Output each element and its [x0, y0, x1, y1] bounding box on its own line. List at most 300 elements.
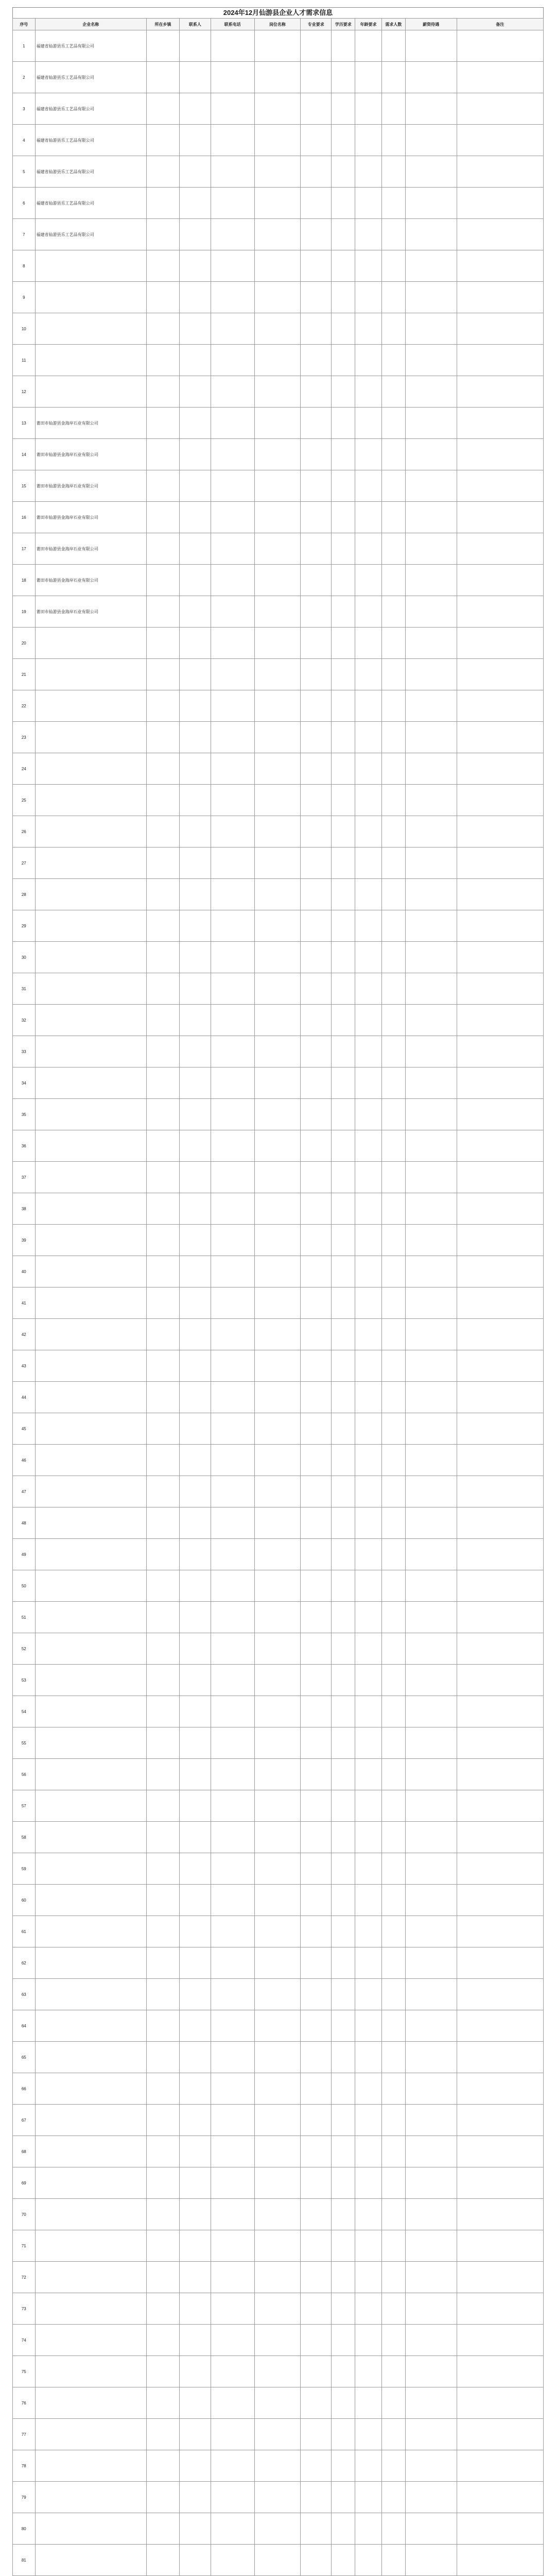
- cell-salary: [405, 1696, 457, 1727]
- cell-count: [382, 1350, 406, 1382]
- cell-education: [332, 596, 355, 628]
- table-row: [13, 408, 544, 439]
- cell-no: 10: [13, 313, 36, 345]
- cell-age: [355, 2419, 382, 2450]
- cell-job: [254, 1162, 300, 1193]
- cell-company: [35, 1602, 146, 1633]
- cell-remark: [457, 2482, 543, 2513]
- cell-remark: [457, 1727, 543, 1759]
- cell-major: [301, 1727, 332, 1759]
- cell-phone: [211, 250, 254, 282]
- table-row: [13, 2010, 544, 2042]
- cell-education: [332, 753, 355, 785]
- cell-job: [254, 2293, 300, 2325]
- cell-job: [254, 1822, 300, 1853]
- cell-no: 5: [13, 156, 36, 188]
- cell-town: [146, 1759, 179, 1790]
- table-row: [13, 628, 544, 659]
- cell-contact: [180, 2482, 211, 2513]
- cell-contact: [180, 2293, 211, 2325]
- cell-job: [254, 1036, 300, 1067]
- table-row: [13, 1727, 544, 1759]
- cell-town: [146, 848, 179, 879]
- cell-town: [146, 753, 179, 785]
- cell-remark: [457, 1979, 543, 2010]
- cell-contact: [180, 219, 211, 250]
- cell-no: 74: [13, 2325, 36, 2356]
- cell-job: [254, 879, 300, 910]
- cell-no: 28: [13, 879, 36, 910]
- cell-no: 3: [13, 93, 36, 125]
- table-row: [13, 1790, 544, 1822]
- table-row: [13, 188, 544, 219]
- cell-count: [382, 2230, 406, 2262]
- cell-phone: [211, 628, 254, 659]
- cell-age: [355, 219, 382, 250]
- cell-salary: [405, 250, 457, 282]
- cell-phone: [211, 848, 254, 879]
- cell-town: [146, 250, 179, 282]
- cell-contact: [180, 502, 211, 533]
- cell-count: [382, 1759, 406, 1790]
- cell-town: [146, 1727, 179, 1759]
- cell-education: [332, 1382, 355, 1413]
- cell-job: [254, 2356, 300, 2387]
- cell-count: [382, 2136, 406, 2167]
- table-row: [13, 1696, 544, 1727]
- cell-no: 62: [13, 1947, 36, 1979]
- cell-remark: [457, 2419, 543, 2450]
- cell-age: [355, 1665, 382, 1696]
- cell-no: 46: [13, 1445, 36, 1476]
- cell-phone: [211, 470, 254, 502]
- cell-major: [301, 1287, 332, 1319]
- cell-education: [332, 1225, 355, 1256]
- cell-major: [301, 250, 332, 282]
- cell-town: [146, 1445, 179, 1476]
- table-row: [13, 2042, 544, 2073]
- cell-count: [382, 1727, 406, 1759]
- cell-phone: [211, 2482, 254, 2513]
- cell-count: [382, 408, 406, 439]
- cell-major: [301, 1350, 332, 1382]
- cell-age: [355, 1885, 382, 1916]
- cell-phone: [211, 2293, 254, 2325]
- cell-no: 67: [13, 2105, 36, 2136]
- cell-major: [301, 470, 332, 502]
- cell-no: 45: [13, 1413, 36, 1445]
- cell-company: 莆田市仙游县金海岸石业有限公司: [35, 565, 146, 596]
- cell-major: [301, 93, 332, 125]
- cell-town: [146, 596, 179, 628]
- table-row: [13, 1036, 544, 1067]
- table-row: [13, 2230, 544, 2262]
- cell-major: [301, 2419, 332, 2450]
- cell-major: [301, 565, 332, 596]
- cell-salary: [405, 1382, 457, 1413]
- cell-education: [332, 1790, 355, 1822]
- cell-no: 37: [13, 1162, 36, 1193]
- cell-phone: [211, 2199, 254, 2230]
- cell-count: [382, 816, 406, 848]
- cell-salary: [405, 2262, 457, 2293]
- cell-count: [382, 282, 406, 313]
- cell-major: [301, 345, 332, 376]
- cell-major: [301, 2042, 332, 2073]
- cell-count: [382, 973, 406, 1005]
- cell-count: [382, 1382, 406, 1413]
- cell-contact: [180, 62, 211, 93]
- cell-age: [355, 282, 382, 313]
- cell-education: [332, 879, 355, 910]
- cell-salary: [405, 2387, 457, 2419]
- cell-salary: [405, 156, 457, 188]
- cell-contact: [180, 2167, 211, 2199]
- cell-phone: [211, 1602, 254, 1633]
- cell-no: 22: [13, 690, 36, 722]
- cell-major: [301, 910, 332, 942]
- cell-contact: [180, 816, 211, 848]
- cell-town: [146, 1256, 179, 1287]
- cell-contact: [180, 628, 211, 659]
- cell-major: [301, 722, 332, 753]
- cell-salary: [405, 2545, 457, 2576]
- cell-contact: [180, 250, 211, 282]
- cell-phone: [211, 62, 254, 93]
- cell-major: [301, 1602, 332, 1633]
- cell-salary: [405, 470, 457, 502]
- cell-remark: [457, 1130, 543, 1162]
- cell-count: [382, 1633, 406, 1665]
- cell-contact: [180, 2199, 211, 2230]
- cell-phone: [211, 973, 254, 1005]
- cell-salary: [405, 2513, 457, 2545]
- cell-phone: [211, 690, 254, 722]
- cell-salary: [405, 2325, 457, 2356]
- cell-remark: [457, 1539, 543, 1570]
- cell-age: [355, 1256, 382, 1287]
- table-row: [13, 848, 544, 879]
- cell-count: [382, 2513, 406, 2545]
- cell-job: [254, 1539, 300, 1570]
- cell-phone: [211, 1979, 254, 2010]
- table-row: [13, 1759, 544, 1790]
- cell-phone: [211, 1885, 254, 1916]
- cell-phone: [211, 1822, 254, 1853]
- cell-town: [146, 690, 179, 722]
- cell-age: [355, 470, 382, 502]
- cell-remark: [457, 628, 543, 659]
- cell-salary: [405, 502, 457, 533]
- cell-job: [254, 2513, 300, 2545]
- document-title: 2024年12月仙游县企业人才需求信息: [12, 7, 544, 18]
- cell-count: [382, 1445, 406, 1476]
- cell-education: [332, 1759, 355, 1790]
- cell-phone: [211, 2419, 254, 2450]
- cell-major: [301, 1790, 332, 1822]
- cell-company: 莆田市仙游县金海岸石业有限公司: [35, 502, 146, 533]
- cell-age: [355, 313, 382, 345]
- cell-age: [355, 816, 382, 848]
- cell-education: [332, 816, 355, 848]
- cell-age: [355, 1130, 382, 1162]
- cell-salary: [405, 596, 457, 628]
- cell-company: [35, 910, 146, 942]
- table-header: [13, 19, 544, 30]
- cell-remark: [457, 690, 543, 722]
- cell-count: [382, 2167, 406, 2199]
- cell-salary: [405, 2293, 457, 2325]
- table-row: [13, 1979, 544, 2010]
- cell-company: [35, 973, 146, 1005]
- cell-salary: [405, 690, 457, 722]
- cell-phone: [211, 2010, 254, 2042]
- cell-no: 43: [13, 1350, 36, 1382]
- cell-job: [254, 1727, 300, 1759]
- cell-education: [332, 1822, 355, 1853]
- cell-major: [301, 1162, 332, 1193]
- cell-job: [254, 2230, 300, 2262]
- cell-age: [355, 2387, 382, 2419]
- cell-major: [301, 1947, 332, 1979]
- cell-age: [355, 1162, 382, 1193]
- cell-salary: [405, 2356, 457, 2387]
- header-cell-salary: 薪资待遇: [405, 19, 457, 30]
- cell-count: [382, 1067, 406, 1099]
- cell-contact: [180, 690, 211, 722]
- cell-count: [382, 565, 406, 596]
- cell-education: [332, 1193, 355, 1225]
- cell-no: 41: [13, 1287, 36, 1319]
- table-row: [13, 1067, 544, 1099]
- cell-job: [254, 2042, 300, 2073]
- cell-phone: [211, 2450, 254, 2482]
- cell-age: [355, 1413, 382, 1445]
- cell-age: [355, 2482, 382, 2513]
- cell-salary: [405, 1130, 457, 1162]
- cell-major: [301, 2105, 332, 2136]
- cell-major: [301, 439, 332, 470]
- cell-town: [146, 879, 179, 910]
- cell-contact: [180, 2387, 211, 2419]
- cell-contact: [180, 848, 211, 879]
- cell-salary: [405, 1570, 457, 1602]
- cell-company: [35, 942, 146, 973]
- cell-major: [301, 1665, 332, 1696]
- cell-salary: [405, 313, 457, 345]
- cell-remark: [457, 250, 543, 282]
- cell-salary: [405, 628, 457, 659]
- cell-remark: [457, 2010, 543, 2042]
- cell-company: [35, 2010, 146, 2042]
- cell-no: 68: [13, 2136, 36, 2167]
- cell-count: [382, 62, 406, 93]
- cell-remark: [457, 1853, 543, 1885]
- cell-town: [146, 2513, 179, 2545]
- cell-major: [301, 2073, 332, 2105]
- table-row: [13, 1507, 544, 1539]
- cell-education: [332, 2010, 355, 2042]
- cell-town: [146, 2136, 179, 2167]
- cell-count: [382, 470, 406, 502]
- cell-major: [301, 2293, 332, 2325]
- cell-job: [254, 470, 300, 502]
- cell-contact: [180, 1005, 211, 1036]
- cell-education: [332, 502, 355, 533]
- cell-age: [355, 2450, 382, 2482]
- cell-town: [146, 1570, 179, 1602]
- cell-age: [355, 848, 382, 879]
- cell-salary: [405, 1476, 457, 1507]
- table-row: [13, 816, 544, 848]
- cell-count: [382, 2387, 406, 2419]
- cell-contact: [180, 1790, 211, 1822]
- cell-job: [254, 1193, 300, 1225]
- cell-age: [355, 1193, 382, 1225]
- cell-company: [35, 313, 146, 345]
- cell-job: [254, 2482, 300, 2513]
- cell-town: [146, 470, 179, 502]
- cell-count: [382, 1130, 406, 1162]
- cell-company: [35, 1539, 146, 1570]
- cell-no: 52: [13, 1633, 36, 1665]
- cell-count: [382, 1602, 406, 1633]
- cell-town: [146, 2356, 179, 2387]
- cell-count: [382, 2450, 406, 2482]
- cell-major: [301, 1067, 332, 1099]
- cell-job: [254, 1507, 300, 1539]
- cell-town: [146, 1413, 179, 1445]
- cell-age: [355, 942, 382, 973]
- table-row: [13, 156, 544, 188]
- cell-major: [301, 533, 332, 565]
- cell-town: [146, 1947, 179, 1979]
- cell-phone: [211, 2042, 254, 2073]
- cell-remark: [457, 1350, 543, 1382]
- cell-company: [35, 1130, 146, 1162]
- cell-contact: [180, 1130, 211, 1162]
- cell-phone: [211, 345, 254, 376]
- cell-phone: [211, 1790, 254, 1822]
- cell-salary: [405, 1005, 457, 1036]
- cell-age: [355, 2136, 382, 2167]
- cell-job: [254, 219, 300, 250]
- table-row: [13, 93, 544, 125]
- cell-phone: [211, 1099, 254, 1130]
- cell-remark: [457, 1633, 543, 1665]
- cell-salary: [405, 1350, 457, 1382]
- cell-contact: [180, 1853, 211, 1885]
- cell-town: [146, 1382, 179, 1413]
- cell-no: 34: [13, 1067, 36, 1099]
- cell-contact: [180, 282, 211, 313]
- cell-salary: [405, 2167, 457, 2199]
- cell-contact: [180, 1256, 211, 1287]
- cell-phone: [211, 1413, 254, 1445]
- cell-company: 福建省仙游县乐工艺品有限公司: [35, 156, 146, 188]
- cell-company: [35, 2105, 146, 2136]
- cell-age: [355, 1445, 382, 1476]
- cell-job: [254, 1445, 300, 1476]
- cell-contact: [180, 1319, 211, 1350]
- cell-remark: [457, 1445, 543, 1476]
- cell-major: [301, 2545, 332, 2576]
- cell-phone: [211, 2073, 254, 2105]
- cell-contact: [180, 2136, 211, 2167]
- cell-major: [301, 219, 332, 250]
- cell-phone: [211, 2513, 254, 2545]
- cell-count: [382, 1287, 406, 1319]
- table-row: [13, 596, 544, 628]
- table-row: [13, 313, 544, 345]
- cell-company: [35, 816, 146, 848]
- table-row: [13, 2199, 544, 2230]
- cell-remark: [457, 125, 543, 156]
- cell-no: 36: [13, 1130, 36, 1162]
- cell-age: [355, 2199, 382, 2230]
- cell-salary: [405, 408, 457, 439]
- cell-remark: [457, 470, 543, 502]
- cell-phone: [211, 408, 254, 439]
- cell-salary: [405, 1665, 457, 1696]
- cell-contact: [180, 1193, 211, 1225]
- cell-major: [301, 1916, 332, 1947]
- cell-education: [332, 1916, 355, 1947]
- cell-town: [146, 219, 179, 250]
- cell-count: [382, 1539, 406, 1570]
- cell-no: 16: [13, 502, 36, 533]
- cell-age: [355, 1979, 382, 2010]
- cell-major: [301, 596, 332, 628]
- cell-town: [146, 2010, 179, 2042]
- cell-town: [146, 785, 179, 816]
- cell-age: [355, 565, 382, 596]
- cell-phone: [211, 502, 254, 533]
- cell-salary: [405, 2042, 457, 2073]
- cell-job: [254, 1256, 300, 1287]
- cell-phone: [211, 753, 254, 785]
- table-row: [13, 2419, 544, 2450]
- table-row: [13, 1256, 544, 1287]
- cell-job: [254, 1099, 300, 1130]
- cell-no: 66: [13, 2073, 36, 2105]
- cell-age: [355, 2105, 382, 2136]
- cell-age: [355, 2325, 382, 2356]
- cell-remark: [457, 2105, 543, 2136]
- header-cell-phone: 联系电话: [211, 19, 254, 30]
- cell-salary: [405, 1822, 457, 1853]
- cell-remark: [457, 1696, 543, 1727]
- cell-company: [35, 1790, 146, 1822]
- cell-remark: [457, 408, 543, 439]
- cell-job: [254, 722, 300, 753]
- cell-contact: [180, 313, 211, 345]
- cell-contact: [180, 2105, 211, 2136]
- cell-phone: [211, 565, 254, 596]
- cell-count: [382, 690, 406, 722]
- cell-contact: [180, 533, 211, 565]
- cell-remark: [457, 596, 543, 628]
- cell-phone: [211, 2105, 254, 2136]
- table-row: [13, 1382, 544, 1413]
- cell-town: [146, 1162, 179, 1193]
- cell-no: 49: [13, 1539, 36, 1570]
- cell-education: [332, 439, 355, 470]
- cell-town: [146, 2042, 179, 2073]
- cell-count: [382, 1947, 406, 1979]
- table-row: [13, 1476, 544, 1507]
- table-row: [13, 1570, 544, 1602]
